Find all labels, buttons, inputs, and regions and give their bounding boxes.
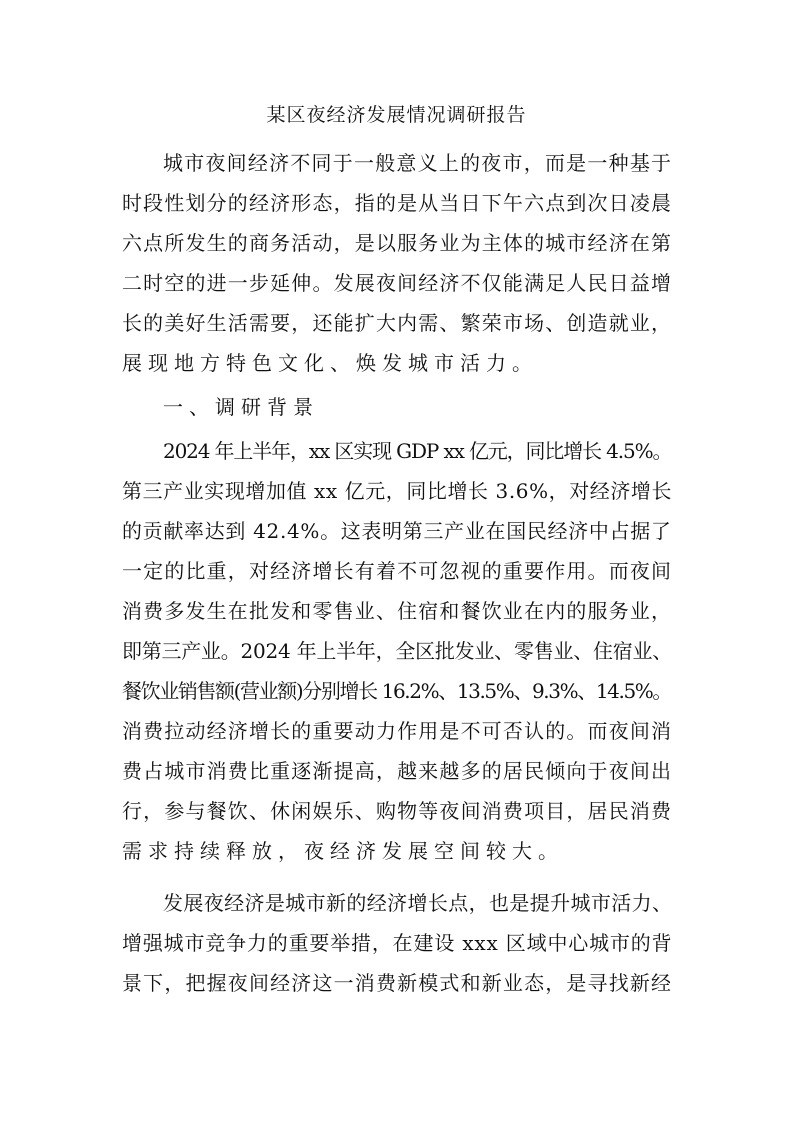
paragraph-line: 消费多发生在批发和零售业、住宿和餐饮业在内的服务业， (122, 599, 673, 623)
paragraph-line: 消费拉动经济增长的重要动力作用是不可否认的。而夜间消 (122, 719, 673, 743)
paragraph-line: 费占城市消费比重逐渐提高，越来越多的居民倾向于夜间出 (122, 759, 673, 783)
paragraph-line: 行，参与餐饮、休闲娱乐、购物等夜间消费项目，居民消费 (122, 799, 673, 823)
paragraph-line: 时段性划分的经济形态，指的是从当日下午六点到次日凌晨 (122, 191, 673, 215)
paragraph-line: 长的美好生活需要，还能扩大内需、繁荣市场、创造就业， (122, 311, 673, 335)
paragraph-line: 一定的比重，对经济增长有着不可忽视的重要作用。而夜间 (122, 559, 673, 583)
document-title: 某区夜经济发展情况调研报告 (266, 104, 527, 126)
paragraph-line: 城市夜间经济不同于一般意义上的夜市，而是一种基于 (163, 151, 673, 175)
paragraph-line: 发展夜经济是城市新的经济增长点，也是提升城市活力、 (163, 891, 673, 915)
paragraph-line: 第三产业实现增加值 xx 亿元，同比增长 3.6%，对经济增长 (122, 479, 673, 503)
paragraph-line: 景下，把握夜间经济这一消费新模式和新业态，是寻找新经 (122, 971, 673, 995)
paragraph-line: 增强城市竞争力的重要举措，在建设 xxx 区域中心城市的背 (122, 931, 673, 955)
paragraph-line: 的贡献率达到 42.4%。这表明第三产业在国民经济中占据了 (122, 519, 672, 543)
paragraph-line: 二时空的进一步延伸。发展夜间经济不仅能满足人民日益增 (122, 271, 673, 295)
paragraph-line: 六点所发生的商务活动，是以服务业为主体的城市经济在第 (122, 231, 673, 255)
paragraph-line: 即第三产业。2024 年上半年，全区批发业、零售业、住宿业、 (122, 639, 673, 663)
paragraph-line: 餐饮业销售额(营业额)分别增长 16.2%、13.5%、9.3%、14.5%。 (122, 679, 671, 703)
paragraph-line: 2024 年上半年，xx 区实现 GDP xx 亿元，同比增长 4.5%。 (163, 439, 672, 463)
paragraph-line: 需求持续释放，夜经济发展空间较大。 (122, 839, 564, 863)
paragraph-line: 展现地方特色文化、焕发城市活力。 (122, 351, 538, 375)
section-heading: 一、调研背景 (163, 395, 319, 419)
